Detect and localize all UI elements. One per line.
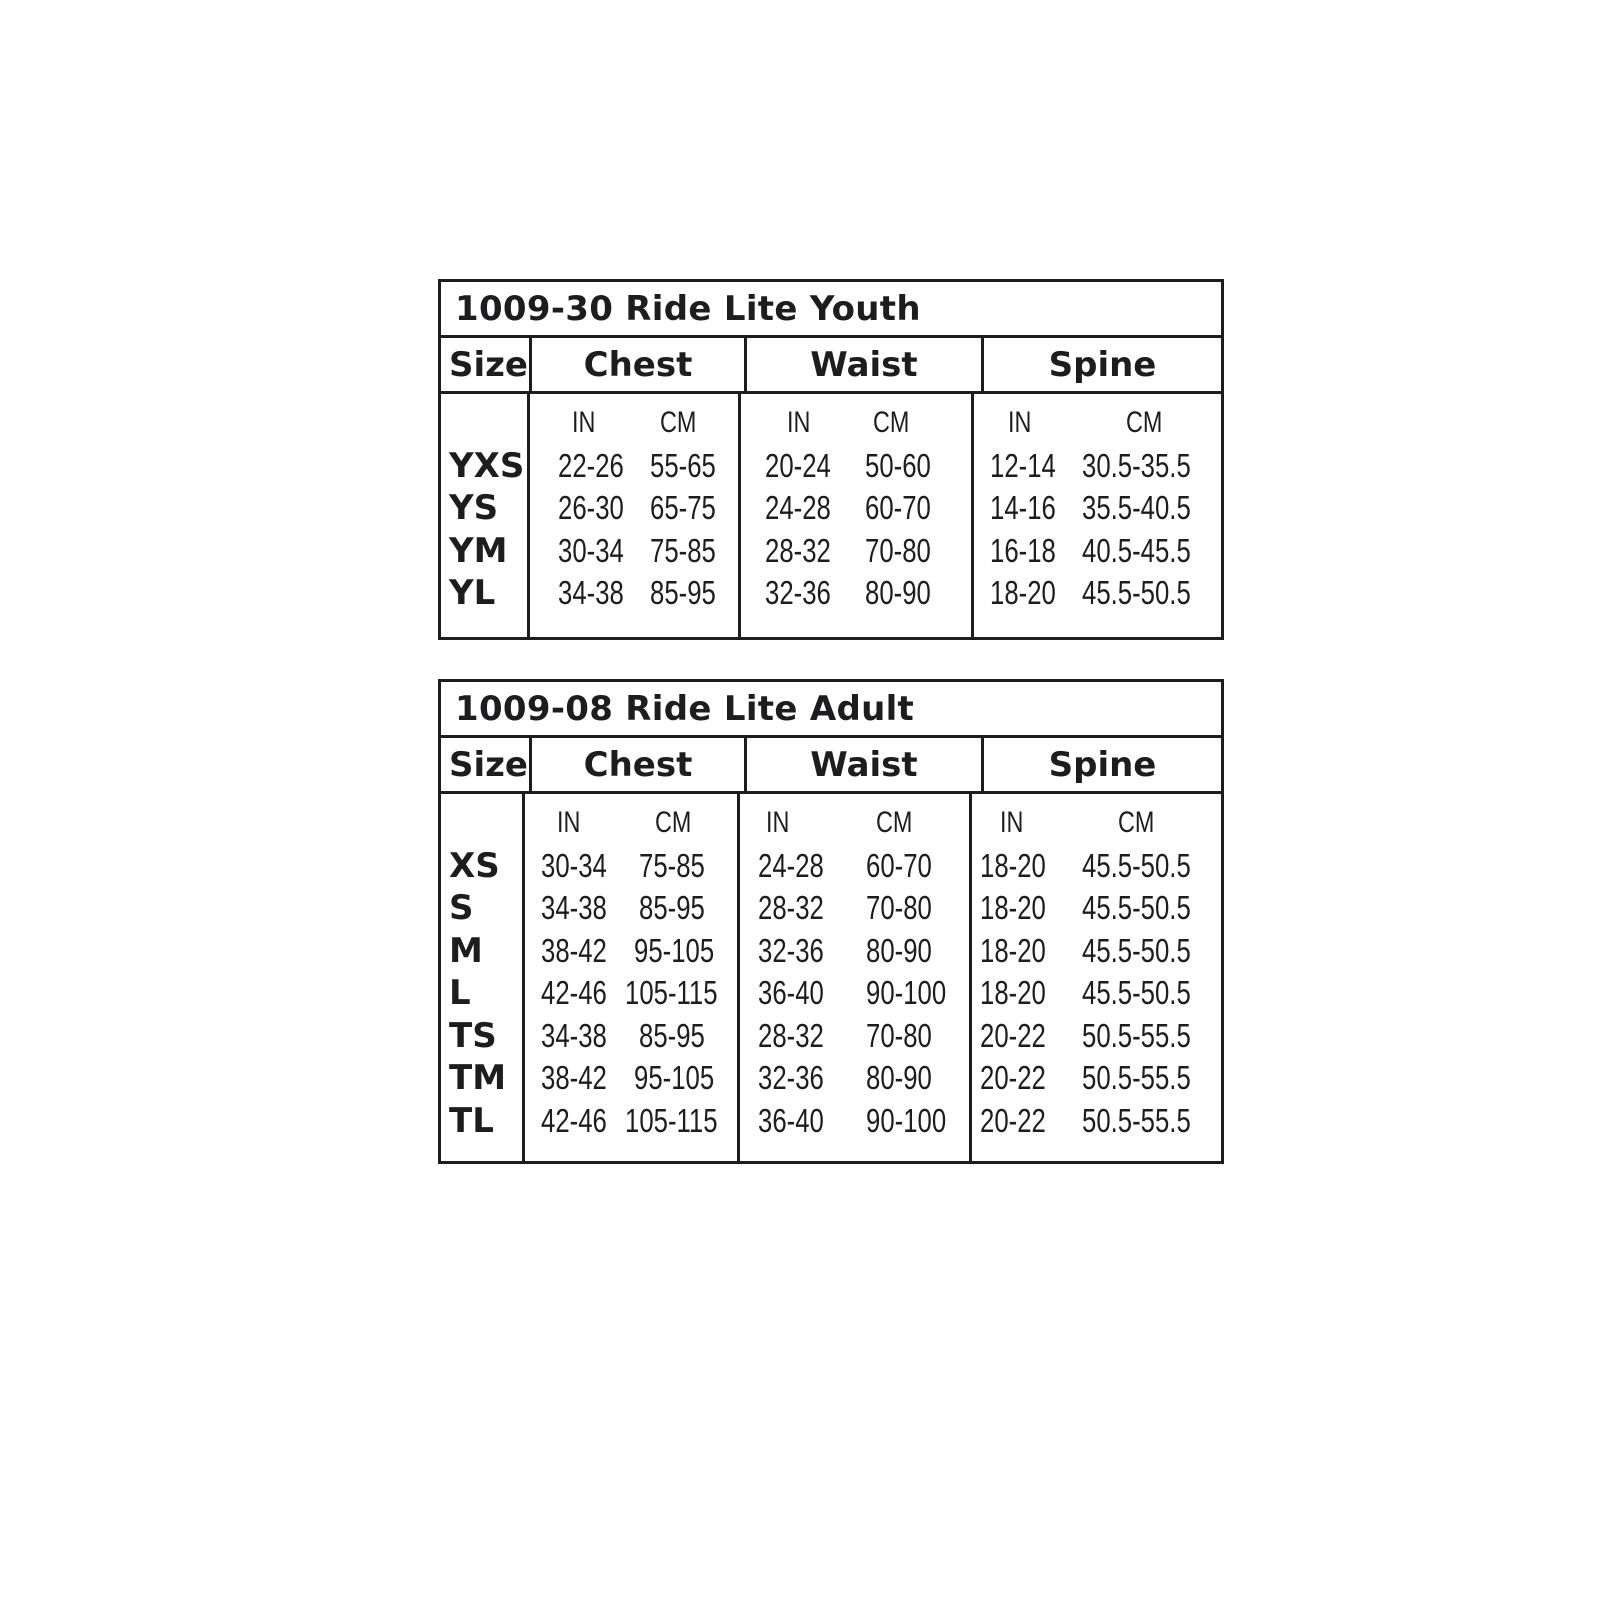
spine-in-value: 18-20 bbox=[979, 846, 1046, 884]
waist-cm-value: 60-70 bbox=[865, 846, 932, 884]
chest-in-value: 34-38 bbox=[540, 1016, 607, 1054]
unit-in-label: IN bbox=[999, 806, 1023, 840]
spine-cm-value: 45.5-50.5 bbox=[1081, 889, 1191, 927]
unit-cm-label: CM bbox=[873, 406, 910, 440]
chest-cm-value: 75-85 bbox=[638, 846, 705, 884]
spine-in-value: 18-20 bbox=[989, 574, 1056, 612]
waist-header: Waist bbox=[747, 338, 984, 391]
spine-in-value: 18-20 bbox=[979, 889, 1046, 927]
spine-in-value: 12-14 bbox=[989, 446, 1056, 484]
chest-cm-value: 65-75 bbox=[650, 489, 717, 527]
chest-in-value: 42-46 bbox=[540, 974, 607, 1012]
waist-cm-value: 50-60 bbox=[865, 446, 932, 484]
spine-cm-value: 45.5-50.5 bbox=[1081, 846, 1191, 884]
spine-column bbox=[972, 794, 1221, 1161]
chest-column bbox=[525, 794, 740, 1161]
chest-cm-value: 105-115 bbox=[625, 974, 718, 1012]
chest-in-value: 26-30 bbox=[558, 489, 625, 527]
spine-in-value: 14-16 bbox=[989, 489, 1056, 527]
waist-cm-value: 90-100 bbox=[865, 974, 946, 1012]
spine-in-value: 20-22 bbox=[979, 1059, 1046, 1097]
waist-header: Waist bbox=[747, 738, 984, 791]
spine-header: Spine bbox=[1048, 344, 1157, 385]
spine-cm-value: 50.5-55.5 bbox=[1081, 1016, 1191, 1054]
waist-in-value: 32-36 bbox=[757, 1059, 824, 1097]
spine-cm-value: 45.5-50.5 bbox=[1081, 574, 1191, 612]
chest-cm-value: 95-105 bbox=[634, 931, 715, 969]
waist-cm-value: 60-70 bbox=[865, 489, 932, 527]
size-label: XS bbox=[449, 845, 500, 886]
spine-in-value: 20-22 bbox=[979, 1101, 1046, 1139]
spine-header: Spine bbox=[1048, 744, 1157, 785]
waist-in-value: 28-32 bbox=[757, 889, 824, 927]
chest-cm-value: 85-95 bbox=[650, 574, 717, 612]
chest-in-value: 30-34 bbox=[540, 846, 607, 884]
unit-in-label: IN bbox=[572, 406, 596, 440]
chart-title: 1009-08 Ride Lite Adult bbox=[441, 682, 1221, 738]
chest-cm-value: 75-85 bbox=[650, 531, 717, 569]
chart-body bbox=[441, 794, 1221, 1161]
waist-in-value: 24-28 bbox=[765, 489, 832, 527]
spine-in-value: 18-20 bbox=[979, 931, 1046, 969]
chest-in-value: 34-38 bbox=[540, 889, 607, 927]
waist-cm-value: 80-90 bbox=[865, 1059, 932, 1097]
unit-in-label: IN bbox=[787, 406, 811, 440]
size-label: YS bbox=[449, 488, 499, 529]
spine-column bbox=[974, 394, 1221, 637]
chest-in-value: 38-42 bbox=[540, 931, 607, 969]
waist-cm-value: 90-100 bbox=[865, 1101, 946, 1139]
chest-in-value: 34-38 bbox=[558, 574, 625, 612]
unit-cm-label: CM bbox=[660, 406, 697, 440]
unit-in-label: IN bbox=[765, 806, 790, 840]
size-header: Size bbox=[441, 738, 532, 791]
unit-in-label: IN bbox=[556, 806, 581, 840]
chest-in-value: 22-26 bbox=[558, 446, 625, 484]
spine-cm-value: 50.5-55.5 bbox=[1081, 1059, 1191, 1097]
chest-cm-value: 85-95 bbox=[638, 889, 705, 927]
size-label: M bbox=[449, 930, 483, 971]
waist-cm-value: 70-80 bbox=[865, 889, 932, 927]
waist-cm-value: 70-80 bbox=[865, 1016, 932, 1054]
size-label: YM bbox=[449, 530, 508, 571]
spine-in-value: 20-22 bbox=[979, 1016, 1046, 1054]
waist-cm-value: 80-90 bbox=[865, 931, 932, 969]
header-row bbox=[441, 338, 1221, 394]
unit-cm-label: CM bbox=[875, 806, 913, 840]
chest-cm-value: 85-95 bbox=[638, 1016, 705, 1054]
size-label: YXS bbox=[449, 445, 525, 486]
size-label: S bbox=[449, 888, 474, 929]
spine-cm-value: 30.5-35.5 bbox=[1081, 446, 1191, 484]
waist-in-value: 32-36 bbox=[765, 574, 832, 612]
size-chart-adult bbox=[438, 679, 1224, 1164]
chart-title: 1009-30 Ride Lite Youth bbox=[441, 282, 1221, 338]
chest-in-value: 38-42 bbox=[540, 1059, 607, 1097]
spine-cm-value: 45.5-50.5 bbox=[1081, 931, 1191, 969]
chest-cm-value: 95-105 bbox=[634, 1059, 715, 1097]
chest-header: Chest bbox=[532, 738, 747, 791]
chest-column bbox=[530, 394, 741, 637]
spine-cm-value: 50.5-55.5 bbox=[1081, 1101, 1191, 1139]
spine-in-value: 18-20 bbox=[979, 974, 1046, 1012]
size-column bbox=[441, 794, 525, 1161]
size-label: TS bbox=[449, 1015, 497, 1056]
waist-column bbox=[740, 794, 972, 1161]
chest-in-value: 30-34 bbox=[558, 531, 625, 569]
waist-cm-value: 80-90 bbox=[865, 574, 932, 612]
chest-header: Chest bbox=[532, 338, 747, 391]
header-row bbox=[441, 738, 1221, 794]
unit-cm-label: CM bbox=[654, 806, 692, 840]
spine-cm-value: 35.5-40.5 bbox=[1081, 489, 1191, 527]
chest-cm-value: 55-65 bbox=[650, 446, 717, 484]
waist-column bbox=[741, 394, 973, 637]
size-label: TM bbox=[449, 1058, 507, 1099]
waist-in-value: 28-32 bbox=[765, 531, 832, 569]
waist-in-value: 24-28 bbox=[757, 846, 824, 884]
size-label: YL bbox=[449, 573, 496, 614]
waist-in-value: 20-24 bbox=[765, 446, 832, 484]
spine-cm-value: 45.5-50.5 bbox=[1081, 974, 1191, 1012]
unit-cm-label: CM bbox=[1125, 406, 1162, 440]
waist-in-value: 28-32 bbox=[757, 1016, 824, 1054]
chart-body bbox=[441, 394, 1221, 637]
waist-cm-value: 70-80 bbox=[865, 531, 932, 569]
size-label: TL bbox=[449, 1100, 494, 1141]
spine-in-value: 16-18 bbox=[989, 531, 1056, 569]
chest-cm-value: 105-115 bbox=[625, 1101, 718, 1139]
waist-in-value: 32-36 bbox=[757, 931, 824, 969]
chest-in-value: 42-46 bbox=[540, 1101, 607, 1139]
size-label: L bbox=[449, 973, 471, 1014]
size-chart-youth bbox=[438, 279, 1224, 640]
unit-in-label: IN bbox=[1007, 406, 1031, 440]
unit-cm-label: CM bbox=[1117, 806, 1154, 840]
size-header: Size bbox=[441, 338, 532, 391]
spine-cm-value: 40.5-45.5 bbox=[1081, 531, 1191, 569]
size-column bbox=[441, 394, 530, 637]
waist-in-value: 36-40 bbox=[757, 974, 824, 1012]
waist-in-value: 36-40 bbox=[757, 1101, 824, 1139]
